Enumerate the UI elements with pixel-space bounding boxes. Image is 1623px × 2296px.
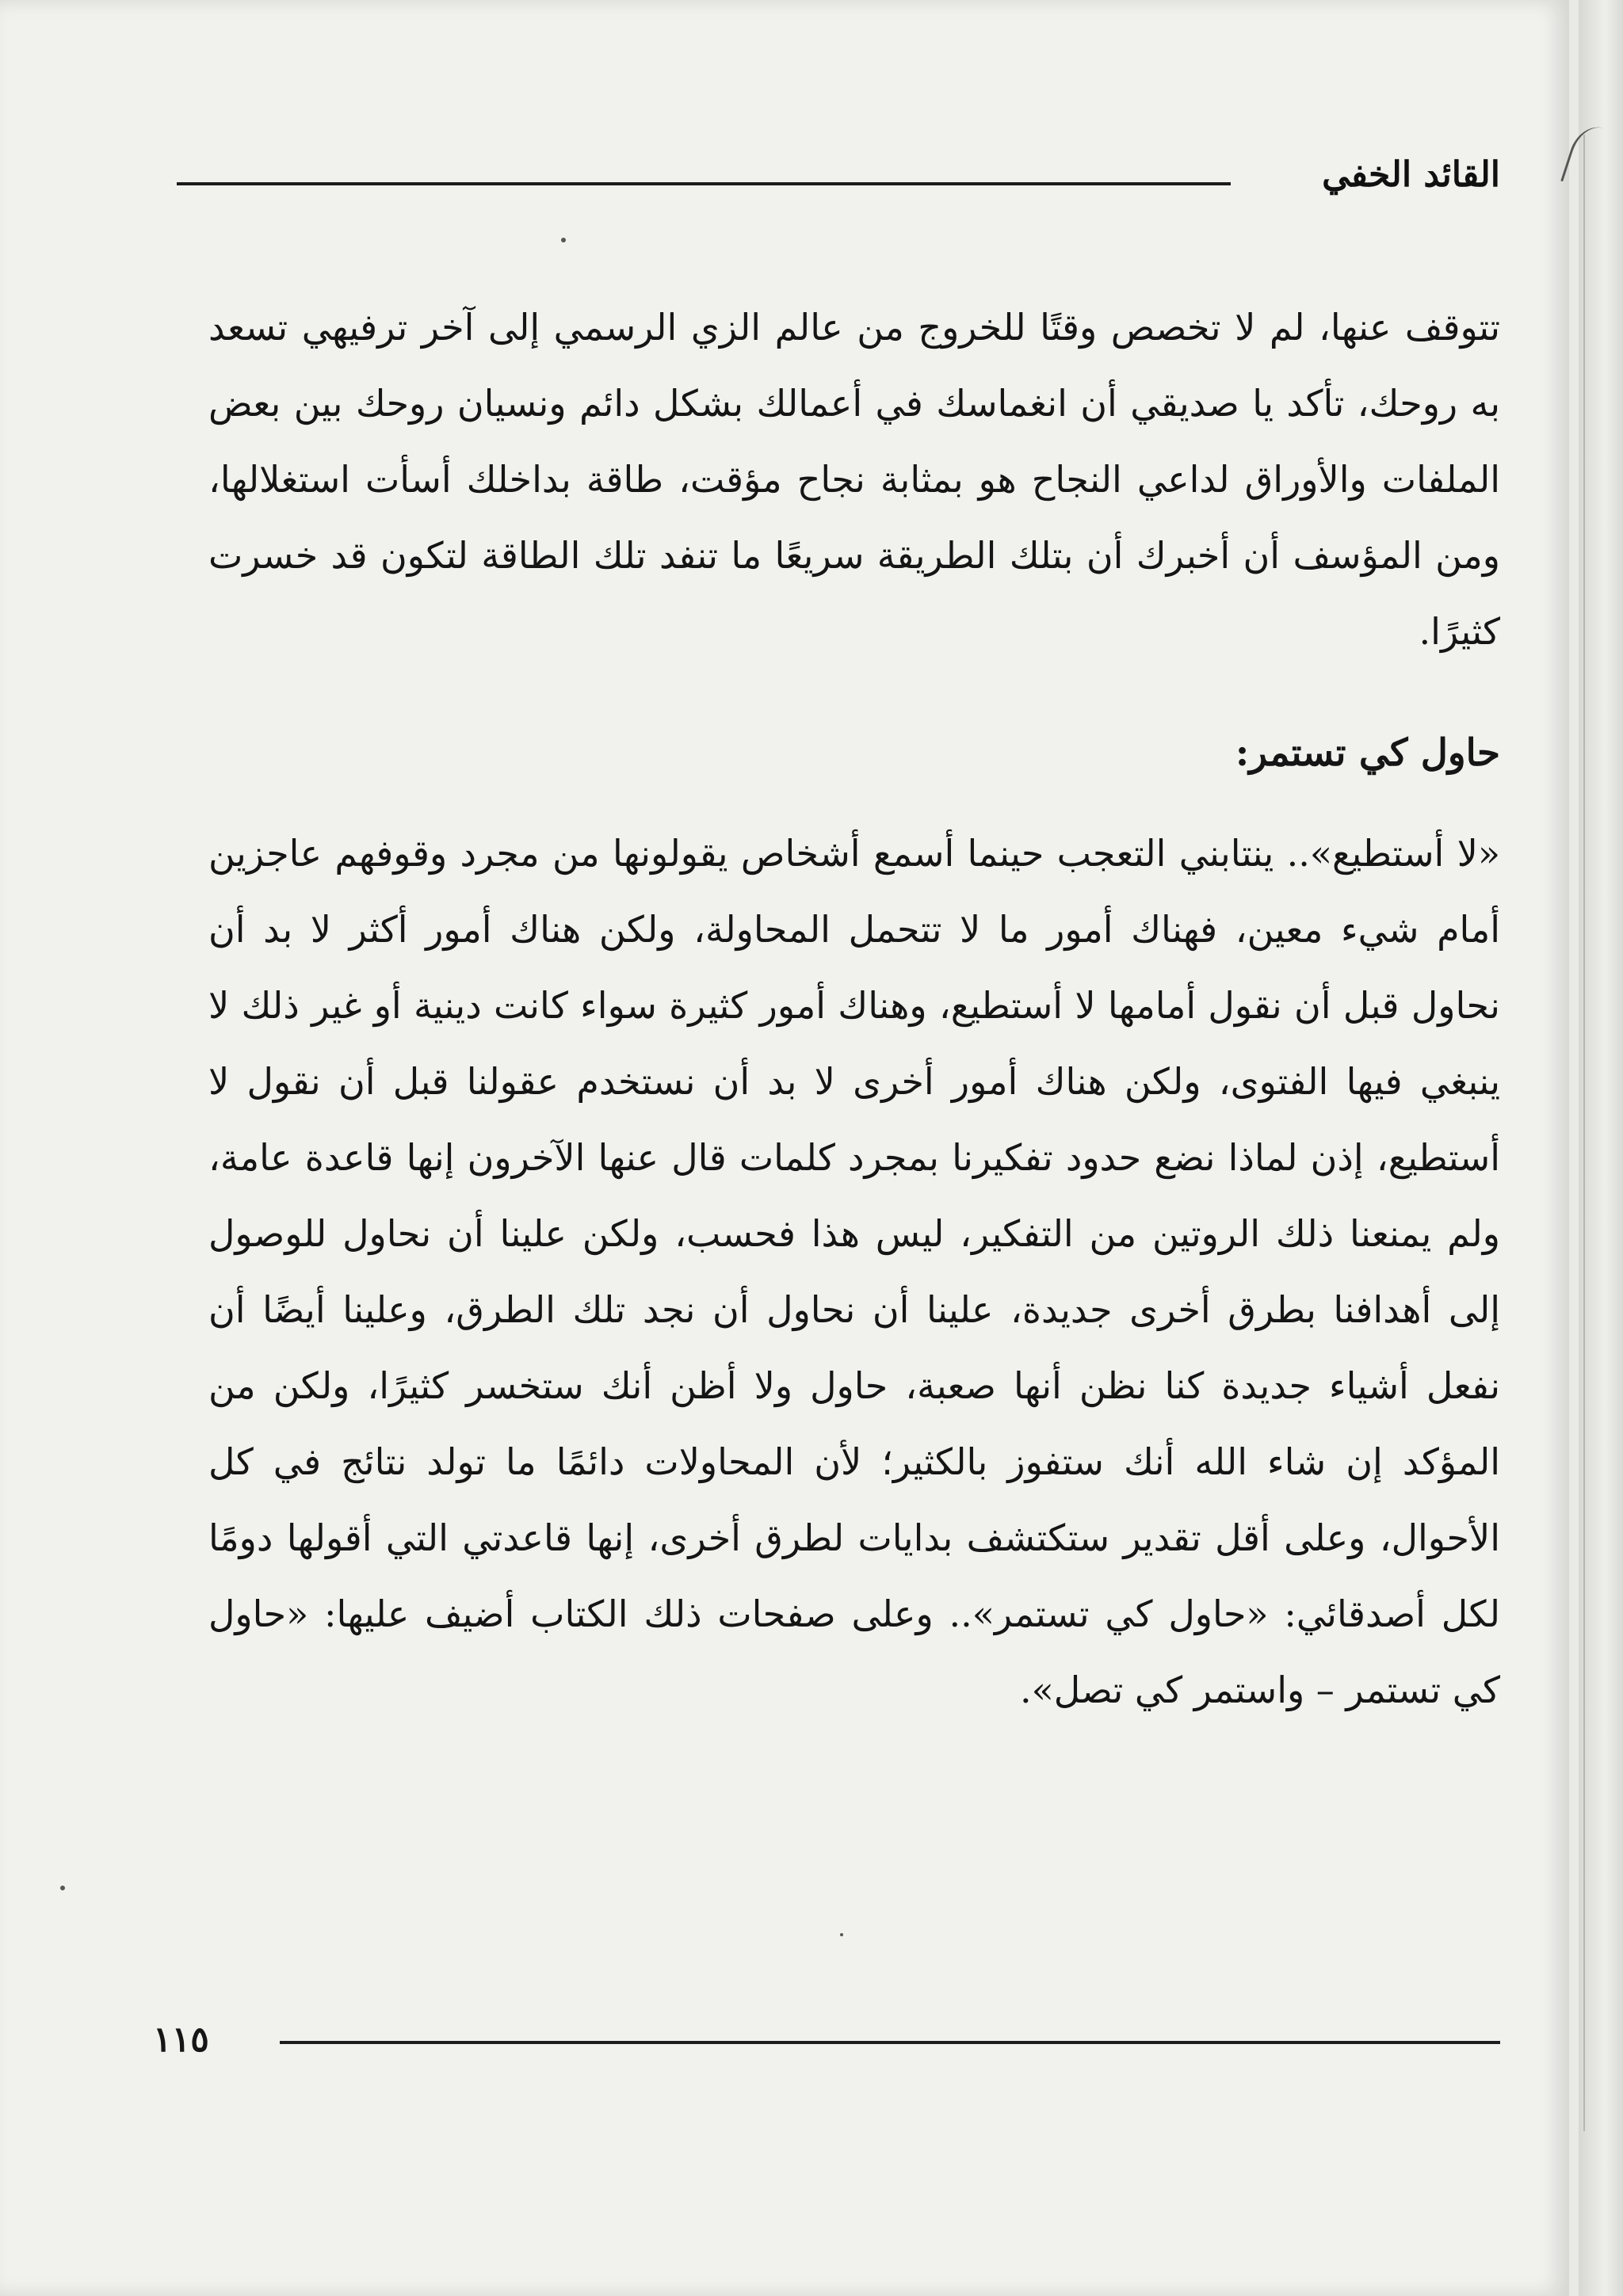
header-rule [177,182,1231,185]
page-edge-line [1583,135,1585,2131]
running-title: القائد الخفي [1322,154,1500,195]
page-header [153,149,1500,204]
footer-rule [280,2041,1500,2044]
page-edge [1579,0,1623,2296]
page-body [208,289,1500,1728]
body-paragraph-1: تتوقف عنها، لم لا تخصص وقتًا للخروج من عالم الزي الرسمي إلى آخر ترفيهي تسعد به روحك، تأكد يا صديقي أن انغماسك في أعمالك بشكل دائم ونسيان روحك بين بعض الملفات والأوراق لداعي النجاح هو بمثابة نجاح مؤقت، طاقة بداخلك أسأت استغلالها، ومن المؤسف أن أخبرك أن بتلك الطريقة سريعًا ما تنفد تلك الطاقة لتكون قد خسرت كثيرًا. [208,306,1500,653]
print-speck [840,1933,843,1936]
section-heading: حاول كي تستمر: [1235,731,1500,775]
print-speck [561,238,566,242]
body-paragraph-2: «لا أستطيع».. ينتابني التعجب حينما أسمع أشخاص يقولونها من مجرد وقوفهم عاجزين أمام شيء معين، فهناك أمور ما لا تتحمل المحاولة، ولكن هناك أمور أكثر لا بد أن نحاول قبل أن نقول أمامها لا أستطيع، وهناك أمور كثيرة سواء كانت دينية أو غير ذلك لا ينبغي فيها الفتوى، ولكن هناك أمور أخرى لا بد أن نستخدم عقولنا قبل أن نقول لا أستطيع، إذن لماذا نضع حدود تفكيرنا بمجرد كلمات قال عنها الآخرون إنها قاعدة عامة، ولم يمنعنا ذلك الروتين من التفكير، ليس هذا فحسب، ولكن علينا أن نحاول للوصول إلى أهدافنا بطرق أخرى جديدة، علينا أن نحاول أن نجد تلك الطرق، وعلينا أيضًا أن نفعل أشياء جديدة كنا نظن أنها صعبة، حاول ولا أظن أنك ستخسر كثيرًا، ولكن من المؤكد إن شاء الله أنك ستفوز بالكثير؛ لأن المحاولات دائمًا ما تولد نتائج في كل الأحوال، وعلى أقل تقدير ستكتشف بدايات لطرق أخرى، إنها قاعدتي التي أقولها دومًا لكل أصدقائي: «حاول كي تستمر».. وعلى صفحات ذلك الكتاب أضيف عليها: «حاول كي تستمر – واستمر كي تصل». [208,832,1500,1711]
page-footer [153,2016,1500,2063]
page-number: ١١٥ [153,2019,209,2060]
print-speck [60,1886,65,1890]
